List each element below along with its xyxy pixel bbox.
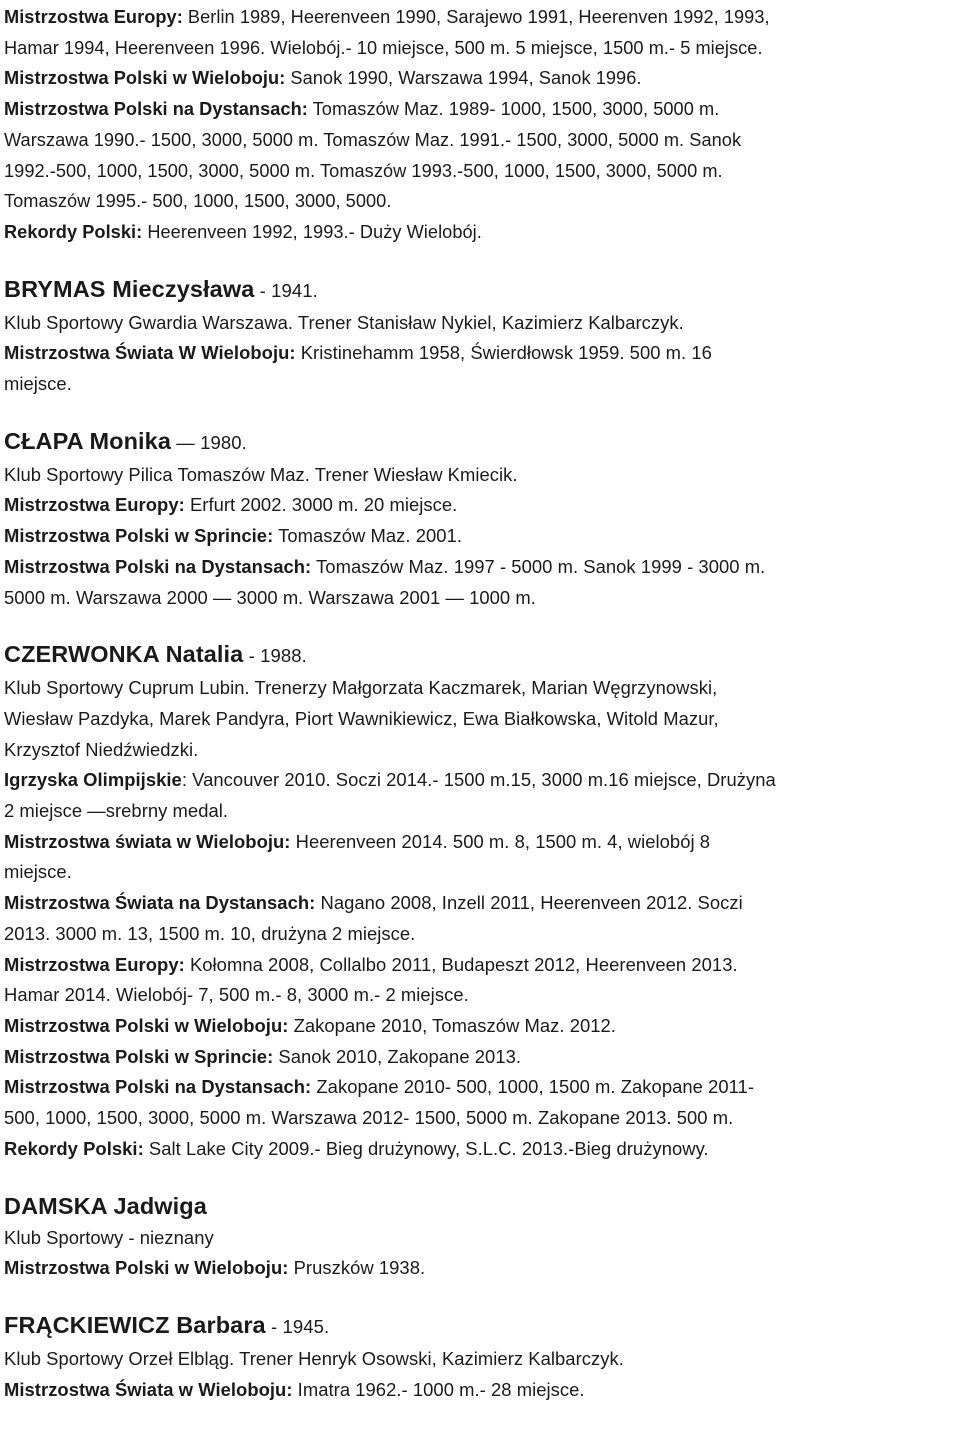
record-line (4, 1011, 956, 1042)
record-label: Mistrzostwa Polski na Dystansach: (4, 99, 308, 120)
athlete-birth-year: - 1988. (243, 645, 307, 667)
athlete-entry (4, 1308, 956, 1405)
record-text: 5000 m. Warszawa 2000 — 3000 m. Warszawa 2001 — 1000 m. (4, 586, 536, 608)
record-line (4, 490, 956, 521)
record-text: Wiesław Pazdyka, Marek Pandyra, Piort Wawnikiewicz, Ewa Białkowska, Witold Mazur, (4, 707, 719, 729)
record-label: Mistrzostwa Polski w Sprincie: (4, 525, 274, 547)
athlete-name-heading (4, 1189, 956, 1223)
record-line (4, 827, 956, 858)
record-label: Igrzyska Olimpijskie (4, 769, 182, 791)
record-line (4, 1375, 956, 1406)
record-label: Mistrzostwa Polski na Dystansach: (4, 555, 312, 577)
record-line (4, 796, 956, 827)
record-text: 500, 1000, 1500, 3000, 5000 m. Warszawa 2012- 1500, 5000 m. Zakopane 2013. 500 m. (4, 1107, 734, 1129)
record-text: Imatra 1962.- 1000 m.- 28 miejsce. (292, 1378, 585, 1400)
record-line (4, 33, 956, 64)
record-text: Klub Sportowy Orzeł Elbląg. Trener Henryk Osowski, Kazimierz Kalbarczyk. (4, 1347, 624, 1369)
record-text: Klub Sportowy - nieznany (4, 1226, 214, 1248)
record-label: Mistrzostwa świata w Wieloboju: (4, 830, 291, 852)
record-line (4, 950, 956, 981)
record-line (4, 704, 956, 735)
record-text: Erfurt 2002. 3000 m. 20 miejsce. (184, 494, 458, 516)
record-line (4, 94, 956, 125)
record-text: Salt Lake City 2009.- Bieg drużynowy, S.L.C. 2013.-Bieg drużynowy. (143, 1137, 709, 1159)
record-text: Krzysztof Niedźwiedzki. (4, 738, 199, 760)
record-text: Tomaszów Maz. 2001. (273, 525, 463, 547)
record-label: Mistrzostwa Europy: (4, 494, 185, 516)
record-label: Rekordy Polski: (4, 1137, 144, 1159)
record-line (4, 1344, 956, 1375)
record-line (4, 369, 956, 400)
record-line (4, 338, 956, 369)
athlete-name: CZERWONKA Natalia (4, 641, 244, 668)
record-line (4, 156, 956, 187)
athlete-entry (4, 637, 956, 1164)
athlete-name-heading (4, 424, 956, 460)
athlete-birth-year: - 1945. (265, 1315, 330, 1337)
athlete-entry (4, 272, 956, 400)
record-line (4, 583, 956, 614)
record-line (4, 673, 956, 704)
record-text: Hamar 1994, Heerenveen 1996. Wielobój.- 10 miejsce, 500 m. 5 miejsce, 1500 m.- 5 miejsce. (4, 37, 763, 58)
record-text: Heerenveen 2014. 500 m. 8, 1500 m. 4, wielobój 8 (290, 830, 711, 852)
record-line (4, 521, 956, 552)
record-line (4, 125, 956, 156)
record-label: Rekordy Polski: (4, 221, 143, 242)
athlete-name: FRĄCKIEWICZ Barbara (4, 1311, 266, 1338)
record-text: Zakopane 2010- 500, 1000, 1500 m. Zakopane 2011- (311, 1076, 755, 1098)
record-text: Tomaszów 1995.- 500, 1000, 1500, 3000, 5000. (4, 191, 392, 212)
athlete-entry (4, 424, 956, 614)
record-text: Heerenveen 1992, 1993.- Duży Wielobój. (142, 221, 482, 242)
record-text: Klub Sportowy Cuprum Lubin. Trenerzy Małgorzata Kaczmarek, Marian Węgrzynowski, (4, 677, 718, 699)
record-line (4, 919, 956, 950)
record-line (4, 1103, 956, 1134)
record-text: Klub Sportowy Pilica Tomaszów Maz. Trener Wiesław Kmiecik. (4, 463, 518, 485)
record-line (4, 460, 956, 491)
athlete-name-heading (4, 272, 956, 308)
record-line (4, 1253, 956, 1284)
athlete-entry (4, 1189, 956, 1284)
record-text: miejsce. (4, 373, 72, 395)
athlete-name: CŁAPA Monika (4, 427, 172, 454)
record-label: Mistrzostwa Świata na Dystansach: (4, 892, 316, 914)
record-line (4, 63, 956, 94)
record-text: Tomaszów Maz. 1997 - 5000 m. Sanok 1999 - 3000 m. (311, 555, 766, 577)
athlete-name: BRYMAS Mieczysława (4, 275, 255, 302)
record-line (4, 217, 956, 248)
athlete-name-heading (4, 637, 956, 673)
athlete-birth-year: — 1980. (171, 431, 247, 453)
record-line (4, 186, 956, 217)
record-line (4, 2, 956, 33)
record-text: : Vancouver 2010. Soczi 2014.- 1500 m.15, 3000 m.16 miejsce, Drużyna (181, 769, 776, 791)
record-line (4, 1223, 956, 1254)
record-text: Nagano 2008, Inzell 2011, Heerenveen 2012. Soczi (315, 892, 743, 914)
record-text: Warszawa 1990.- 1500, 3000, 5000 m. Tomaszów Maz. 1991.- 1500, 3000, 5000 m. Sanok (4, 129, 742, 150)
record-line (4, 765, 956, 796)
record-text: 1992.-500, 1000, 1500, 3000, 5000 m. Tomaszów 1993.-500, 1000, 1500, 3000, 5000 m. (4, 160, 723, 181)
record-line (4, 735, 956, 766)
record-label: Mistrzostwa Europy: (4, 7, 183, 27)
record-line (4, 552, 956, 583)
record-label: Mistrzostwa Polski na Dystansach: (4, 1076, 312, 1098)
record-text: miejsce. (4, 861, 72, 883)
athlete-name-heading (4, 1308, 956, 1344)
record-line (4, 980, 956, 1011)
record-line (4, 1042, 956, 1073)
record-line (4, 888, 956, 919)
record-label: Mistrzostwa Polski w Sprincie: (4, 1045, 274, 1067)
record-line (4, 1134, 956, 1165)
record-text: Hamar 2014. Wielobój- 7, 500 m.- 8, 3000 m.- 2 miejsce. (4, 984, 469, 1006)
record-text: Berlin 1989, Heerenveen 1990, Sarajewo 1991, Heerenven 1992, 1993, (182, 7, 770, 27)
athlete-name: DAMSKA Jadwiga (4, 1192, 207, 1219)
athlete-entry (4, 2, 956, 248)
record-text: 2013. 3000 m. 13, 1500 m. 10, drużyna 2 miejsce. (4, 922, 416, 944)
record-text: Sanok 1990, Warszawa 1994, Sanok 1996. (285, 68, 642, 89)
record-text: Klub Sportowy Gwardia Warszawa. Trener Stanisław Nykiel, Kazimierz Kalbarczyk. (4, 311, 684, 333)
record-text: 2 miejsce —srebrny medal. (4, 800, 229, 822)
record-line (4, 1072, 956, 1103)
record-label: Mistrzostwa Świata w Wieloboju: (4, 1378, 293, 1400)
record-text: Pruszków 1938. (288, 1257, 426, 1279)
record-text: Kołomna 2008, Collalbo 2011, Budapeszt 2012, Heerenveen 2013. (184, 953, 738, 975)
athlete-birth-year: - 1941. (254, 279, 318, 301)
record-text: Tomaszów Maz. 1989- 1000, 1500, 3000, 5000 m. (307, 99, 720, 120)
record-label: Mistrzostwa Polski w Wieloboju: (4, 68, 286, 89)
record-label: Mistrzostwa Świata W Wieloboju: (4, 342, 296, 364)
record-label: Mistrzostwa Europy: (4, 953, 185, 975)
record-label: Mistrzostwa Polski w Wieloboju: (4, 1257, 289, 1279)
record-label: Mistrzostwa Polski w Wieloboju: (4, 1014, 289, 1036)
record-line (4, 308, 956, 339)
record-text: Kristinehamm 1958, Świerdłowsk 1959. 500 m. 16 (295, 342, 712, 364)
record-text: Sanok 2010, Zakopane 2013. (273, 1045, 522, 1067)
record-line (4, 857, 956, 888)
record-text: Zakopane 2010, Tomaszów Maz. 2012. (288, 1014, 616, 1036)
